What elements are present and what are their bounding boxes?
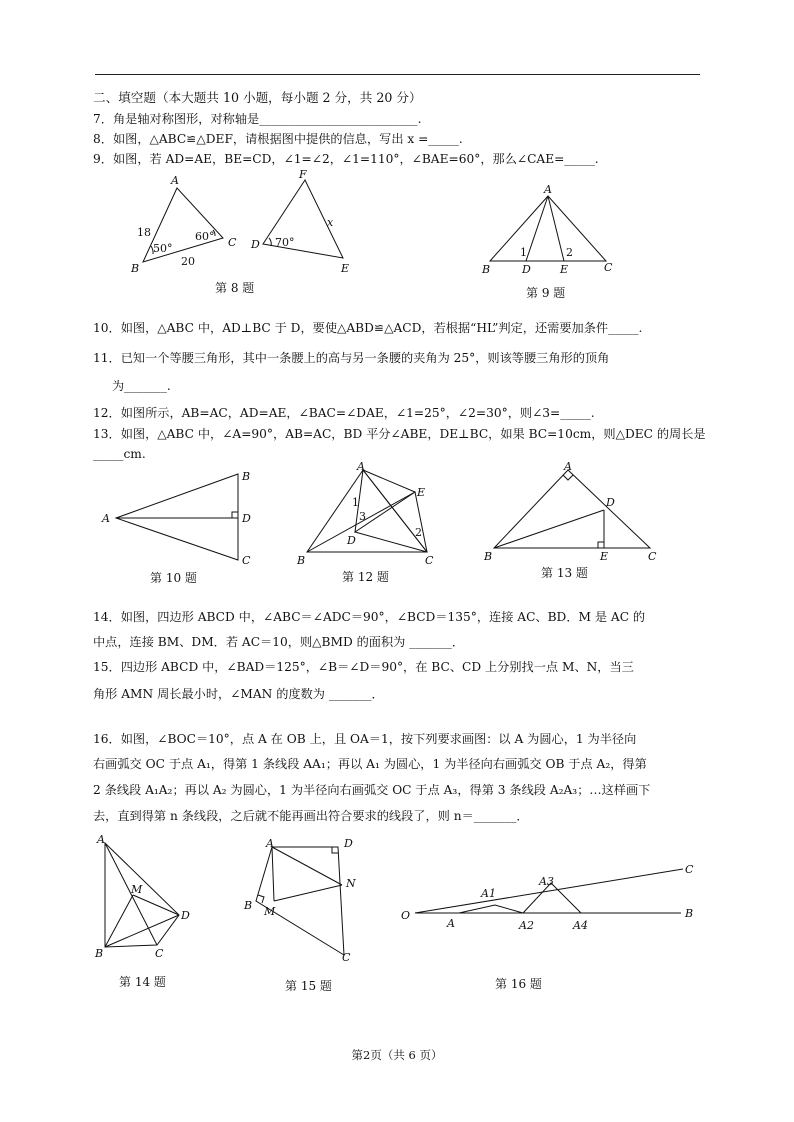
label-d: D <box>347 534 356 547</box>
label-b: B <box>482 263 491 276</box>
label-c: C <box>604 261 613 274</box>
question-15-line2: 角形 AMN 周长最小时，∠MAN 的度数为 _______． <box>93 687 384 701</box>
label-d: D <box>606 496 615 509</box>
segment-ae <box>548 196 564 261</box>
label-a: A <box>266 837 274 850</box>
header-rule <box>95 74 700 75</box>
question-16-line4: 去，直到得第 n 条线段，之后就不能再画出符合要求的线段了，则 n＝_______． <box>93 809 529 823</box>
question-10: 10．如图，△ABC 中，AD⊥BC 于 D，要使△ABD≌△ACD，若根据“HL”判定，还需要加条件_____. <box>93 321 643 335</box>
label-b: B <box>484 550 493 563</box>
label-c: C <box>425 554 434 567</box>
label-c: C <box>242 554 251 567</box>
angle-2-label: 2 <box>566 246 573 259</box>
caption-fig12: 第 12 题 <box>342 570 389 584</box>
triangle-abc <box>307 470 427 552</box>
question-16-line3: 2 条线段 A₁A₂；再以 A₂ 为圆心，1 为半径向右画弧交 OC 于点 A₃，得第 3 条线段 A₂A₃；…这样画下 <box>93 783 651 797</box>
label-c: C <box>685 863 694 876</box>
label-e: E <box>600 550 609 563</box>
question-13-line2: _____cm. <box>93 447 146 461</box>
right-angle-mark-e <box>598 542 604 548</box>
label-a1: A1 <box>481 887 496 900</box>
label-d: D <box>522 263 531 276</box>
label-b: B <box>131 262 140 275</box>
label-a: A <box>544 183 552 196</box>
label-d: D <box>242 512 251 525</box>
segment-mn <box>274 885 342 901</box>
label-c: C <box>342 951 351 964</box>
label-b: B <box>685 907 694 920</box>
label-a: A <box>102 512 110 525</box>
label-x: x <box>327 216 334 229</box>
label-o: O <box>401 909 411 922</box>
label-c: C <box>228 236 237 249</box>
label-a: A <box>447 917 455 930</box>
segment-ac <box>363 470 427 552</box>
label-a: A <box>564 460 572 473</box>
caption-fig8: 第 8 题 <box>215 281 255 295</box>
label-n: N <box>346 877 356 890</box>
label-e: E <box>560 263 569 276</box>
angle-3-label: 3 <box>359 510 366 523</box>
question-15-line1: 15．四边形 ABCD 中，∠BAD＝125°，∠B＝∠D＝90°，在 BC、CD 上分别找一点 M、N，当三 <box>93 660 634 674</box>
caption-fig9: 第 9 题 <box>526 286 566 300</box>
right-angle-mark-b <box>258 895 264 903</box>
label-f: F <box>299 168 307 181</box>
side-bc-length: 20 <box>181 255 195 268</box>
segment-ec <box>415 492 427 552</box>
label-a4: A4 <box>573 919 588 932</box>
label-e: E <box>341 262 350 275</box>
segment-bd <box>105 915 179 947</box>
caption-fig16: 第 16 题 <box>495 977 542 991</box>
caption-fig15: 第 15 题 <box>285 979 332 993</box>
page-footer: 第2页（共 6 页） <box>351 1048 443 1062</box>
label-c: C <box>155 947 164 960</box>
caption-fig14: 第 14 题 <box>119 975 166 989</box>
segment-bd <box>494 510 604 548</box>
question-8: 8．如图，△ABC≌△DEF，请根据图中提供的信息，写出 x =_____. <box>93 132 463 146</box>
quadrilateral-abcd <box>256 847 344 955</box>
label-a: A <box>171 174 179 187</box>
segment-ad <box>526 196 548 261</box>
label-m: M <box>131 883 143 896</box>
figure-15 <box>240 835 370 965</box>
label-b: B <box>244 899 253 912</box>
triangle-abc <box>490 196 606 261</box>
figure-14 <box>93 835 203 965</box>
segment-bm <box>105 895 133 947</box>
label-a2: A2 <box>519 919 534 932</box>
label-b: B <box>95 947 104 960</box>
right-angle-mark-d <box>332 847 338 853</box>
figure-13 <box>480 460 665 570</box>
figure-16 <box>395 855 705 940</box>
figure-12 <box>295 460 445 570</box>
angle-d-value: 70° <box>275 236 295 249</box>
figure-8 <box>125 168 365 278</box>
question-13-line1: 13．如图，△ABC 中，∠A=90°，AB=AC，BD 平分∠ABE，DE⊥BC，如果 BC=10cm，则△DEC 的周长是 <box>93 427 706 441</box>
caption-fig10: 第 10 题 <box>150 571 197 585</box>
label-c: C <box>648 550 657 563</box>
side-ab-length: 18 <box>137 226 151 239</box>
label-a3: A3 <box>539 875 554 888</box>
angle-c-value: 60° <box>195 230 215 243</box>
angle-2-label: 2 <box>415 526 422 539</box>
question-16-line2: 右画弧交 OC 于点 A₁，得第 1 条线段 AA₁；再以 A₁ 为圆心，1 为半径向右画弧交 OB 于点 A₂，得第 <box>93 757 647 771</box>
question-16-line1: 16．如图，∠BOC＝10°，点 A 在 OB 上，且 OA＝1，按下列要求画图：以 A 为圆心，1 为半径向 <box>93 732 637 746</box>
figure-10 <box>98 462 268 572</box>
question-14-line2: 中点，连接 BM、DM．若 AC＝10，则△BMD 的面积为 _______． <box>93 635 465 649</box>
right-angle-mark-a <box>563 475 573 480</box>
label-m: M <box>264 905 276 918</box>
triangle-abc <box>494 470 650 548</box>
question-12: 12．如图所示，AB=AC，AD=AE，∠BAC=∠DAE，∠1=25°，∠2=30°，则∠3=_____. <box>93 406 595 420</box>
label-a: A <box>97 833 105 846</box>
question-14-line1: 14．如图，四边形 ABCD 中，∠ABC＝∠ADC＝90°，∠BCD＝135°，连接 AC、BD．M 是 AC 的 <box>93 610 646 624</box>
zigzag-segments <box>459 883 581 913</box>
question-7: 7．角是轴对称图形，对称轴是__________________________. <box>93 112 422 126</box>
angle-1-label: 1 <box>520 246 527 259</box>
right-angle-mark <box>232 512 238 518</box>
section-title: 二、填空题（本大题共 10 小题，每小题 2 分，共 20 分） <box>93 90 422 105</box>
segment-am <box>272 847 274 901</box>
angle-1-label: 1 <box>352 496 359 509</box>
triangle-abc <box>116 474 238 560</box>
label-e: E <box>417 486 426 499</box>
label-a: A <box>357 460 365 473</box>
label-b: B <box>297 554 306 567</box>
label-b: B <box>242 470 251 483</box>
figure-9 <box>480 183 620 283</box>
angle-b-value: 50° <box>153 242 173 255</box>
question-11-line2: 为_______. <box>112 379 171 393</box>
caption-fig13: 第 13 题 <box>541 566 588 580</box>
label-d: D <box>344 837 353 850</box>
question-11-line1: 11．已知一个等腰三角形，其中一条腰上的高与另一条腰的夹角为 25°，则该等腰三角形的顶角 <box>93 351 610 365</box>
question-9: 9．如图，若 AD=AE，BE=CD，∠1=∠2，∠1=110°，∠BAE=60°，那么∠CAE=_____. <box>93 152 599 166</box>
label-d: D <box>181 909 190 922</box>
label-d: D <box>251 238 260 251</box>
